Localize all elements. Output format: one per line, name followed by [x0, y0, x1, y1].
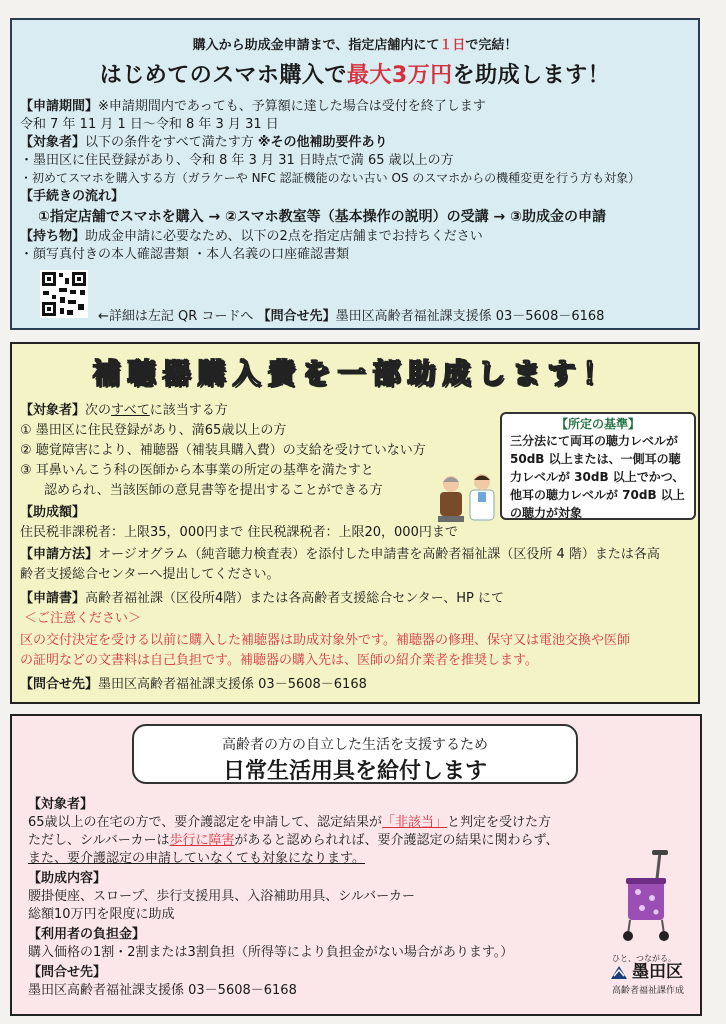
daily-aids-title: 日常生活用具を給付します [222, 759, 487, 784]
contact-info: 墨田区高齢者福祉課支援係 03－5608－6168 [28, 983, 297, 998]
aid-items: 腰掛便座、スロープ、歩行支援用具、入浴補助用具、シルバーカー [28, 889, 415, 904]
aid-limit: 総額10万円を限度に助成 [28, 907, 175, 922]
caution-text: 区の交付決定を受ける以前に購入した補聴器は助成対象外です。補聴器の修理、保守又は電池交換や医師 [20, 633, 630, 648]
daily-aids-subtitle: 高齢者の方の自立した生活を支援するため [222, 737, 488, 753]
caution-text: の証明などの文書料は自己負担です。補聴器の購入先は、医師の紹介業者を推奨します。 [20, 653, 538, 668]
eligibility-text: ただし、シルバーカーは歩行に障害があると認められれば、要介護認定の結果に関わらず、 [28, 833, 559, 848]
eligibility-text: 65歳以上の在宅の方で、要介護認定を申請して、認定結果が「非該当」と判定を受けた方 [28, 815, 552, 830]
daily-aids-header-box [132, 724, 578, 784]
eligibility-item: ③ 耳鼻いんこう科の医師から本事業の所定の基準を満たすと [20, 463, 374, 478]
eligibility-heading: 【対象者】 [28, 797, 94, 812]
burden-text: 購入価格の1割・2割または3割負担（所得等により負担金がない場合があります。） [28, 945, 514, 960]
eligibility-item-cont: 認められ、当該医師の意見書等を提出することができる方 [44, 483, 383, 498]
logo-slogan: ひと、つながる。 [612, 954, 676, 963]
procedure-steps: ①指定店舗でスマホを購入 → ②スマホ教室等（基本操作の説明）の受講 → ③助成金の申請 [38, 209, 606, 225]
eligibility: 【対象者】次のすべてに該当する方 [20, 403, 228, 418]
procedure-heading: 【手続きの流れ】 [20, 189, 125, 204]
application-period-dates: 令和 7 年 11 月 1 日～令和 8 年 3 月 31 日 [20, 117, 279, 132]
amount-heading: 【助成額】 [20, 505, 86, 520]
smartphone-subsidy-panel [10, 18, 700, 330]
caution-heading: ＜ご注意ください＞ [24, 611, 142, 626]
qr-code[interactable] [40, 270, 88, 318]
doctor-patient-illustration [436, 468, 500, 524]
application-form: 【申請書】高齢者福祉課（区役所4階）または各高齢者支援総合センター、HP にて [20, 591, 504, 606]
required-items-list: ・顔写真付きの本人確認書類 ・本人名義の口座確認書類 [20, 247, 350, 262]
criteria-heading: 【所定の基準】 [555, 417, 640, 431]
aid-heading: 【助成内容】 [28, 871, 107, 886]
criteria-box [500, 412, 696, 520]
eligibility-item: ・初めてスマホを購入する方（ガラケーや NFC 認証機能のない古い OS のスマホからの機種変更を行う方も対象） [20, 171, 641, 185]
logo-name: 墨田区 [632, 962, 683, 982]
burden-heading: 【利用者の負担金】 [28, 927, 146, 942]
daily-living-aids-panel [10, 714, 702, 1016]
hearing-aid-subsidy-panel [10, 342, 700, 704]
eligibility: 【対象者】以下の条件をすべて満たす方 ※その他補助要件あり [20, 135, 388, 150]
application-method: 【申請方法】オージオグラム（純音聴力検査表）を添付した申請書を高齢者福祉課（区役所 4 階）または各高 [20, 547, 660, 562]
contact-info: ←詳細は左記 QR コードへ 【問合せ先】墨田区高齢者福祉課支援係 03－5608－6168 [98, 309, 605, 324]
eligibility-item: ・墨田区に住民登録があり、令和 8 年 3 月 31 日時点で満 65 歳以上の方 [20, 153, 454, 168]
one-day-completion-note: 購入から助成金申請まで、指定店舗内にて１日で完結！ [192, 38, 518, 53]
amount-text: 住民税非課税者：上限35，000円まで 住民税課税者：上限20，000円まで [20, 525, 458, 540]
application-method-cont: 齢者支援総合センターへ提出してください。 [20, 567, 280, 582]
eligibility-text: また、要介護認定の申請していなくても対象になります。 [28, 851, 365, 866]
contact-info: 【問合せ先】墨田区高齢者福祉課支援係 03－5608－6168 [20, 677, 367, 692]
criteria-body: 三分法にて両耳の聴力レベルが 50dB 以上または、一側耳の聴力レベルが 30dB 以上でかつ、他耳の聴力レベルが 70dB 以上の聴力が対象 [510, 434, 685, 520]
logo-department: 高齢者福祉課作成 [612, 986, 685, 996]
hearing-aid-title: 補聴器購入費を一部助成します！ [92, 357, 618, 390]
smartphone-subsidy-title: はじめてのスマホ購入で最大3万円を助成します！ [99, 63, 611, 88]
silver-car-illustration [616, 848, 680, 944]
eligibility-item: ① 墨田区に住民登録があり、満65歳以上の方 [20, 423, 287, 438]
eligibility-item: ② 聴覚障害により、補聴器（補装具購入費）の支給を受けていない方 [20, 443, 426, 458]
contact-heading: 【問合せ先】 [28, 965, 107, 980]
sumida-logo-icon [610, 964, 628, 980]
required-items: 【持ち物】助成金申請に必要なため、以下の2点を指定店舗までお持ちください [20, 229, 483, 244]
application-period: 【申請期間】※申請期間内であっても、予算額に達した場合は受付を終了します [20, 99, 486, 114]
